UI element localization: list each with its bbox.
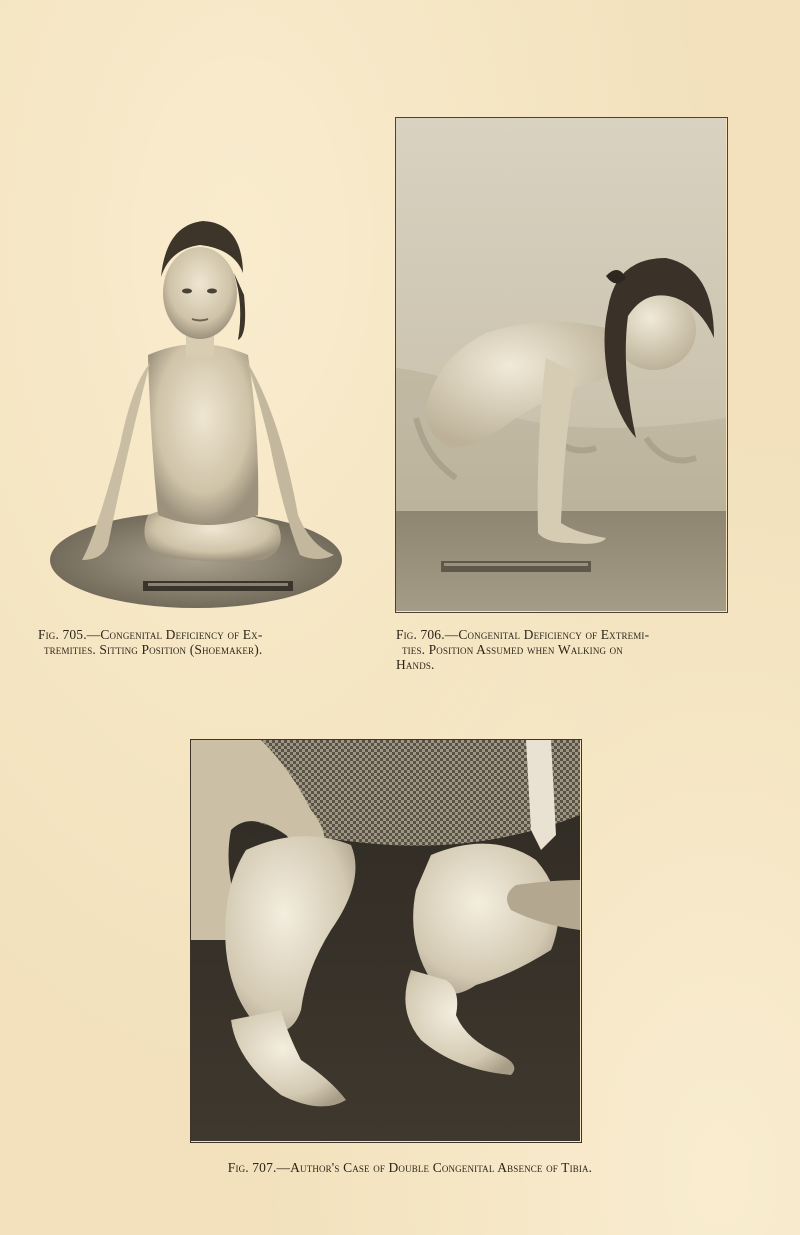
- legs-closeup-image: [191, 740, 580, 1141]
- figure-705-photograph: [48, 215, 344, 610]
- caption-707-line-1: Fig. 707.—Author's Case of Double Congenital Absence of Tibia.: [227, 1160, 593, 1175]
- caption-706-line-1: Fig. 706.—Congenital Deficiency of Extremi-: [396, 627, 650, 642]
- caption-706-line-3: Hands.: [396, 657, 435, 672]
- caption-706-line-2: ties. Position Assumed when Walking on: [402, 642, 623, 657]
- figure-705-caption: [38, 627, 360, 657]
- seated-child-image: [48, 215, 344, 610]
- child-on-hands-image: [396, 118, 726, 611]
- figure-707-photograph: [190, 739, 582, 1143]
- caption-705-line-1: Fig. 705.—Congenital Deficiency of Ex-: [38, 627, 263, 642]
- figure-706-caption: [396, 627, 742, 672]
- caption-705-line-2: tremities. Sitting Position (Shoemaker).: [44, 642, 263, 657]
- figure-706-photograph: [395, 117, 728, 613]
- figure-707-caption: [150, 1160, 670, 1175]
